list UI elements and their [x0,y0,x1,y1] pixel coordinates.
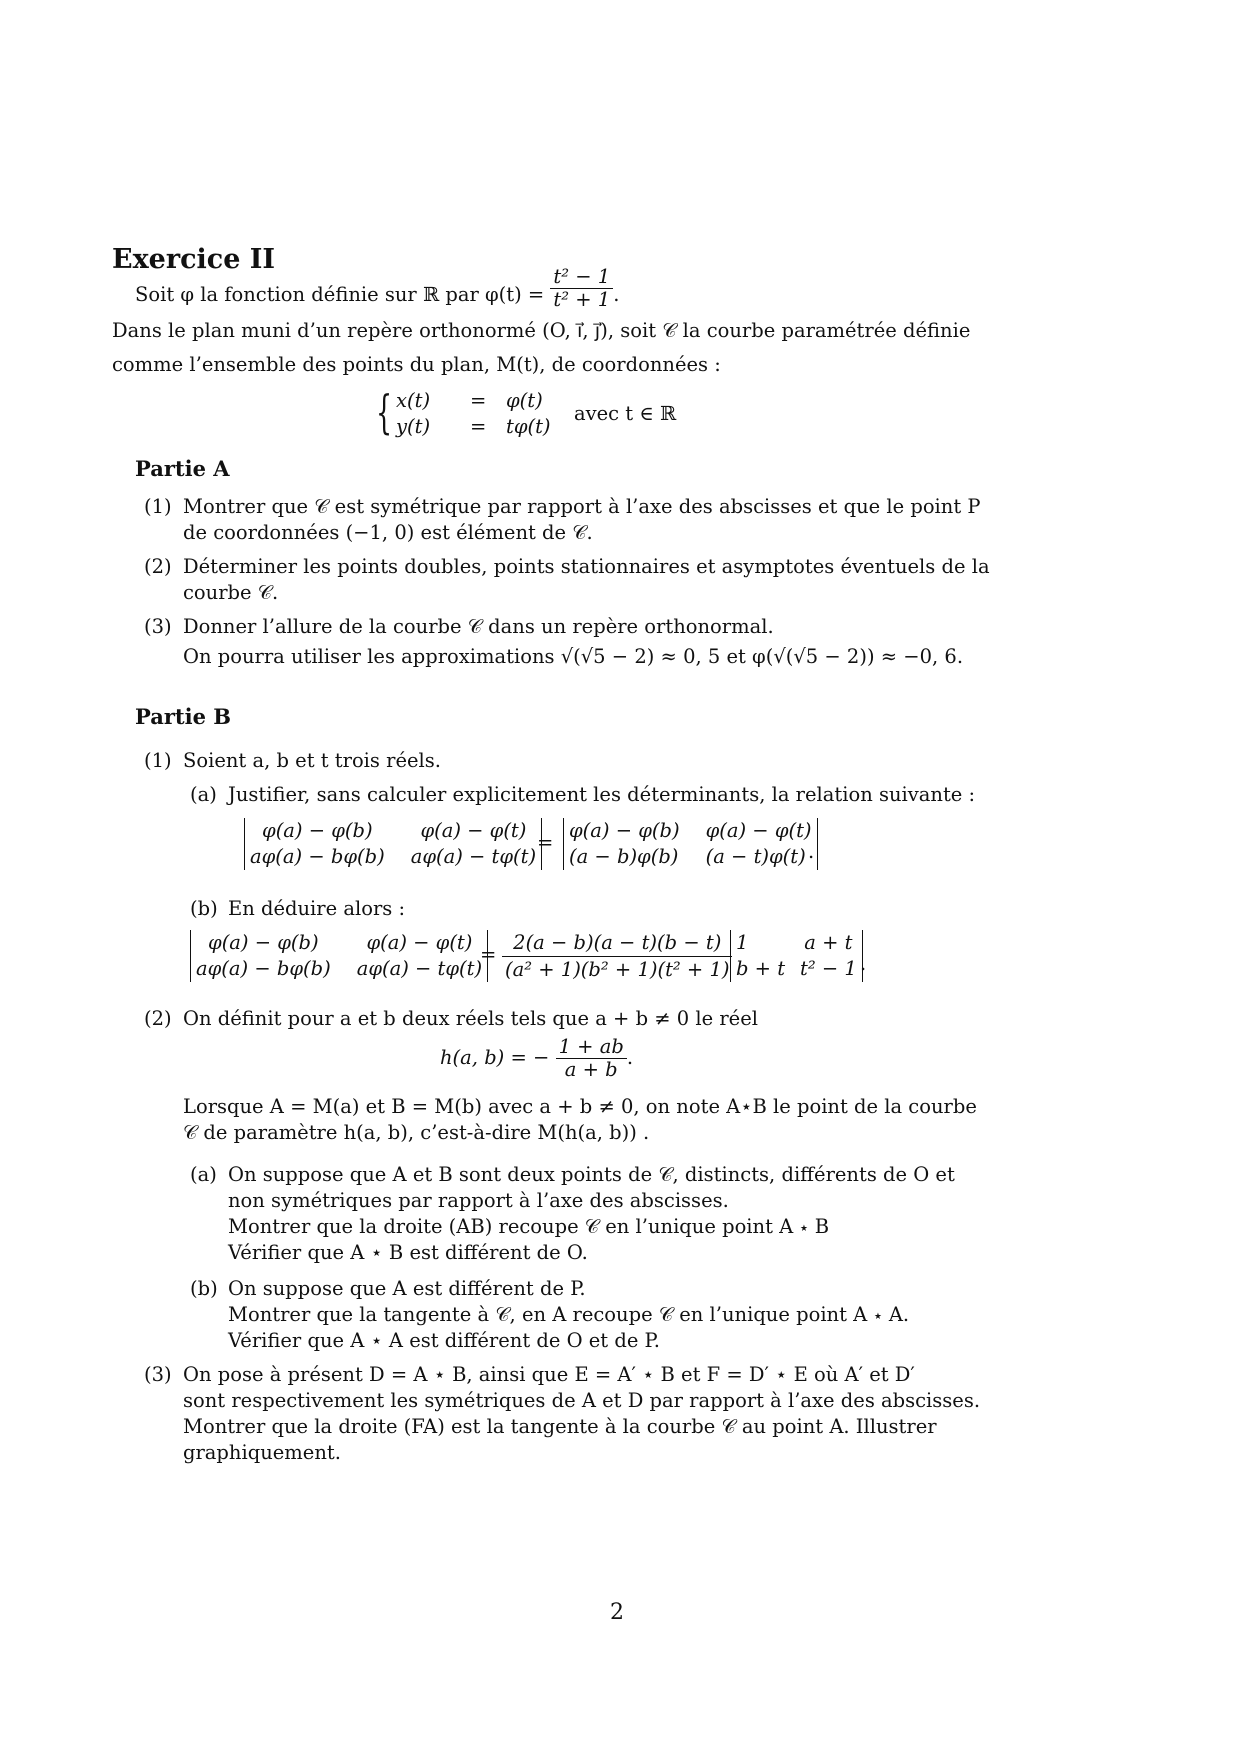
h-dot: . [626,1046,634,1069]
det-b-small-cell: t² − 1 [800,957,857,980]
b-q1a-text: Justifier, sans calculer explicitement les déterminants, la relation suivante : [228,783,976,806]
a-q3-line-2: On pourra utiliser les approximations √(√5 − 2) ≈ 0, 5 et φ(√(√5 − 2)) ≈ −0, 6. [183,645,964,668]
exercise-title: Exercice II [112,244,276,275]
det-right-cell: (a − b)φ(b) [569,845,679,868]
det-b-equals: = [480,943,497,966]
system-brace: { [376,385,393,439]
det-dot: . [808,840,815,863]
intro-line-1-text: Soit φ la fonction définie sur ℝ par φ(t) = [135,283,545,306]
sys-y-rhs: tφ(t) [506,415,551,438]
phi-fraction [550,266,613,311]
det-b-fraction [502,930,732,983]
a-q3-label: (3) [144,615,172,638]
b-q2-label: (2) [144,1007,172,1030]
det-right-cell: φ(a) − φ(b) [569,819,680,842]
b-q2a-line-4: Vérifier que A ⋆ B est différent de O. [228,1241,588,1264]
det-b-left-cell: aφ(a) − tφ(t) [356,957,483,980]
det-b-small-cell: a + t [804,931,853,954]
a-q2-line-1: Déterminer les points doubles, points stationnaires et asymptotes éventuels de la [183,555,990,578]
b-q2-line-1: On définit pour a et b deux réels tels que a + b ≠ 0 le réel [183,1007,759,1030]
det-right [563,818,818,870]
a-q2-label: (2) [144,555,172,578]
b-q2a-line-2: non symétriques par rapport à l’axe des abscisses. [228,1189,729,1212]
part-b-heading: Partie B [135,704,231,729]
det-b-small-cell: 1 [736,931,749,954]
det-b-small-cell: b + t [736,957,786,980]
b-q2a-label: (a) [190,1163,217,1186]
det-left-cell: φ(a) − φ(b) [262,819,373,842]
intro-line-1 [135,265,620,311]
sys-y-eq: = [470,415,487,438]
det-b-left-cell: aφ(a) − bφ(b) [196,957,331,980]
phi-numerator: t² − 1 [550,266,613,289]
b-q2b-line-2: Montrer que la tangente à 𝒞, en A recoupe 𝒞 en l’unique point A ⋆ A. [228,1303,910,1326]
b-q3-line-1: On pose à présent D = A ⋆ B, ainsi que E = A′ ⋆ B et F = D′ ⋆ E où A′ et D′ [183,1363,915,1386]
b-q1b-label: (b) [190,897,218,920]
det-left-cell: aφ(a) − bφ(b) [250,845,385,868]
det-b-dot: . [860,952,867,975]
sys-x-rhs: φ(t) [506,389,543,412]
det-equals: = [537,831,554,854]
b-q2-line-2: Lorsque A = M(a) et B = M(b) avec a + b ≠ 0, on note A⋆B le point de la courbe [183,1095,977,1118]
b-q3-line-4: graphiquement. [183,1441,341,1464]
det-b-left-cell: φ(a) − φ(t) [366,931,473,954]
det-left-cell: aφ(a) − tφ(t) [410,845,537,868]
h-denominator: a + b [564,1058,618,1081]
sys-condition: avec t ∈ ℝ [574,402,677,425]
b-q2b-line-1: On suppose que A est différent de P. [228,1277,586,1300]
a-q3-line-1: Donner l’allure de la courbe 𝒞 dans un repère orthonormal. [183,615,774,638]
a-q1-line-2: de coordonnées (−1, 0) est élément de 𝒞. [183,521,593,544]
det-left-cell: φ(a) − φ(t) [420,819,527,842]
det-right-cell: φ(a) − φ(t) [705,819,812,842]
b-q3-label: (3) [144,1363,172,1386]
det-b-left [190,930,488,982]
b-q2a-line-3: Montrer que la droite (AB) recoupe 𝒞 en l’unique point A ⋆ B [228,1215,830,1238]
b-q1-text: Soient a, b et t trois réels. [183,749,441,772]
a-q1-line-1: Montrer que 𝒞 est symétrique par rapport à l’axe des abscisses et que le point P [183,495,981,518]
b-q3-line-2: sont respectivement les symétriques de A et D par rapport à l’axe des abscisses. [183,1389,981,1412]
sys-x-lhs: x(t) [396,389,431,412]
intro-line-3: comme l’ensemble des points du plan, M(t), de coordonnées : [112,353,721,376]
b-q3-line-3: Montrer que la droite (FA) est la tangente à la courbe 𝒞 au point A. Illustrer [183,1415,937,1438]
b-q1-label: (1) [144,749,172,772]
intro-line-2: Dans le plan muni d’un repère orthonormé (O, ı⃗, ȷ⃗), soit 𝒞 la courbe paramétrée définie [112,319,971,342]
b-q1b-text: En déduire alors : [228,897,406,920]
sys-y-lhs: y(t) [396,415,431,438]
a-q1-label: (1) [144,495,172,518]
phi-denominator: t² + 1 [553,288,611,311]
det-right-cell: (a − t)φ(t) [705,845,806,868]
intro-line-1-end: . [613,283,620,306]
b-q2b-label: (b) [190,1277,218,1300]
b-q2b-line-3: Vérifier que A ⋆ A est différent de O et de P. [228,1329,660,1352]
det-b-denominator: (a² + 1)(b² + 1)(t² + 1) [505,958,730,981]
sys-x-eq: = [470,389,487,412]
b-q2-line-3: 𝒞 de paramètre h(a, b), c’est-à-dire M(h(a, b)) . [183,1121,650,1144]
h-numerator: 1 + ab [556,1036,627,1059]
det-b-small [730,930,863,982]
a-q2-line-2: courbe 𝒞. [183,581,279,604]
det-left [244,818,542,870]
h-definition [440,1036,633,1081]
b-q2a-line-1: On suppose que A et B sont deux points de 𝒞, distincts, différents de O et [228,1163,955,1186]
b-q1a-label: (a) [190,783,217,806]
det-b-numerator: 2(a − b)(a − t)(b − t) [502,930,732,957]
h-lhs: h(a, b) = − [440,1046,550,1069]
part-a-heading: Partie A [135,456,230,481]
det-b-left-cell: φ(a) − φ(b) [208,931,319,954]
page-number: 2 [610,1600,624,1625]
